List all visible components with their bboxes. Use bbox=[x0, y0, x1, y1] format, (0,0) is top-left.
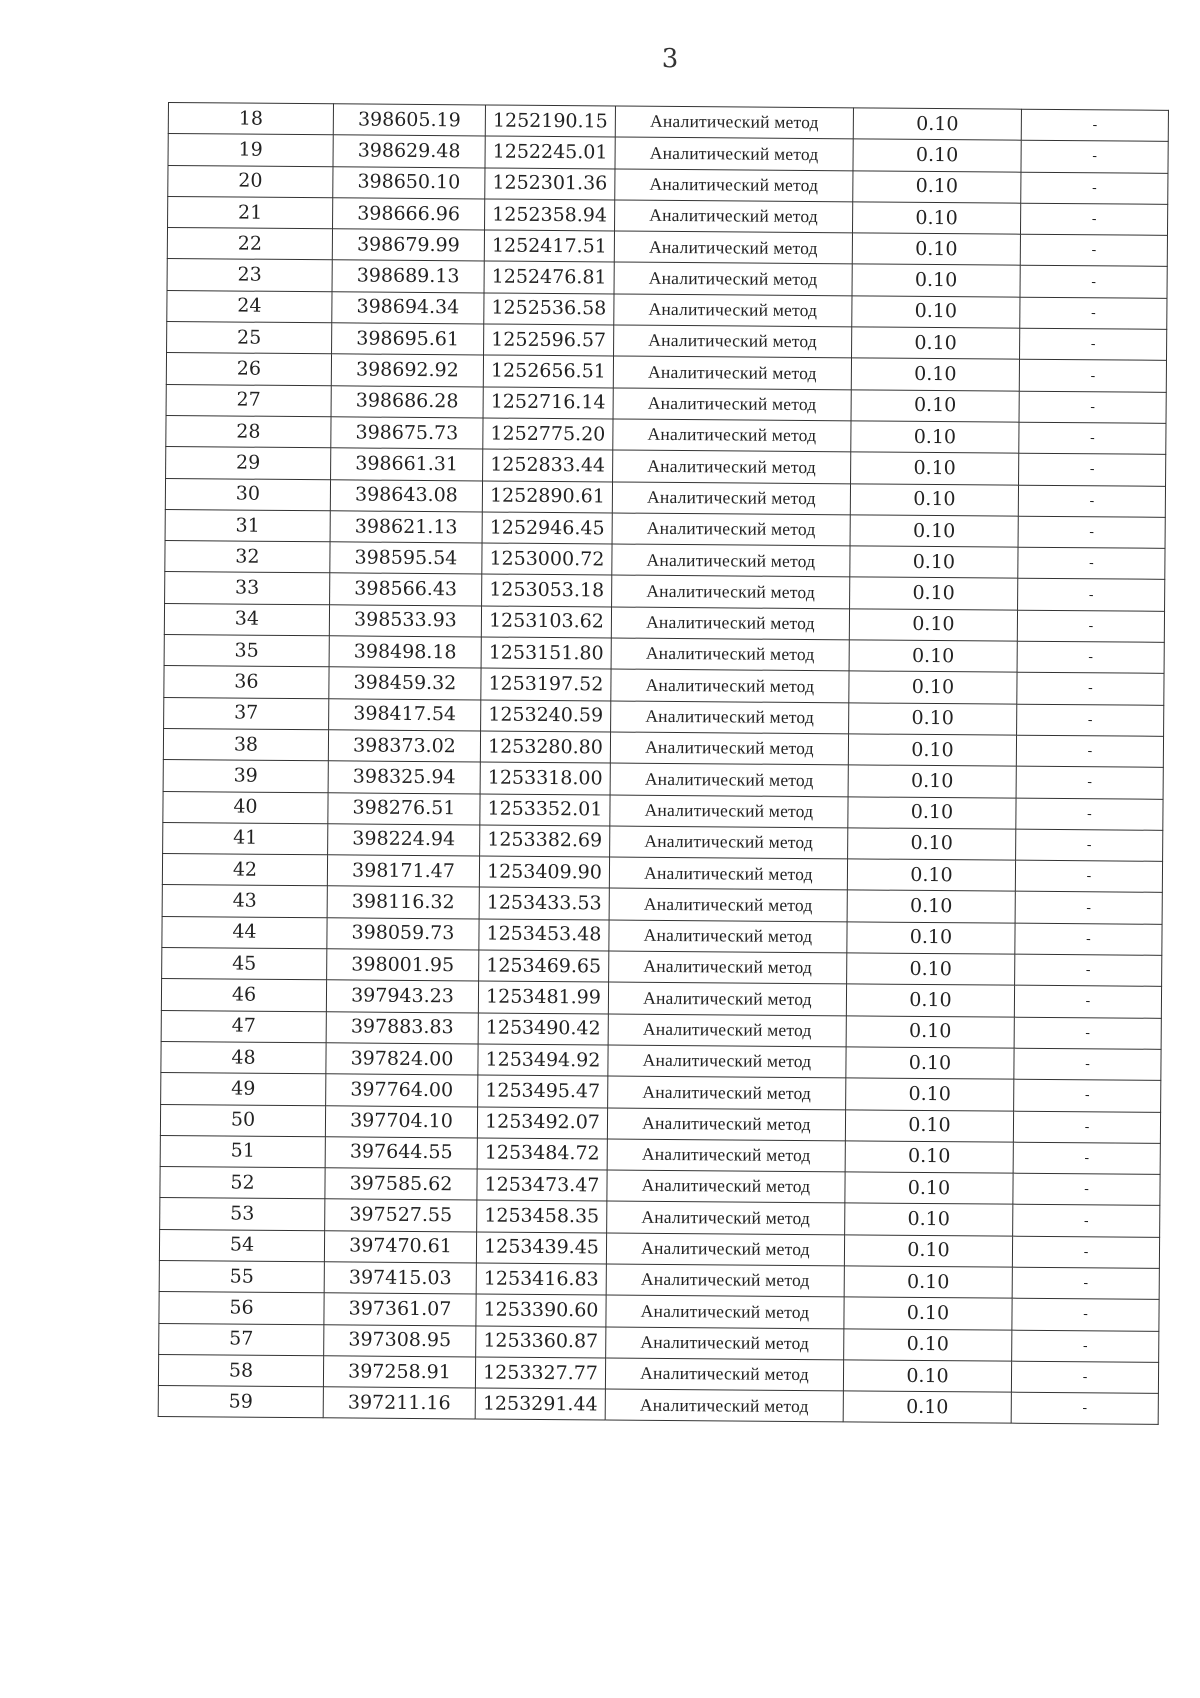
accuracy-cell: 0.10 bbox=[853, 139, 1021, 172]
y-coordinate-cell: 1252833.44 bbox=[483, 449, 613, 481]
y-coordinate-cell: 1253494.92 bbox=[478, 1044, 608, 1076]
y-coordinate-cell: 1252536.58 bbox=[484, 293, 614, 325]
accuracy-cell: 0.10 bbox=[844, 1235, 1012, 1268]
accuracy-cell: 0.10 bbox=[844, 1266, 1012, 1299]
note-cell: - bbox=[1017, 610, 1164, 642]
x-coordinate-cell: 398276.51 bbox=[328, 792, 480, 824]
point-number-cell: 54 bbox=[159, 1229, 324, 1262]
method-cell: Аналитический метод bbox=[607, 1201, 845, 1234]
x-coordinate-cell: 398694.34 bbox=[332, 292, 484, 324]
y-coordinate-cell: 1253469.65 bbox=[479, 950, 609, 982]
accuracy-cell: 0.10 bbox=[851, 390, 1019, 423]
point-number-cell: 36 bbox=[164, 666, 329, 699]
y-coordinate-cell: 1253484.72 bbox=[477, 1138, 607, 1170]
y-coordinate-cell: 1253490.42 bbox=[478, 1013, 608, 1045]
note-cell: - bbox=[1020, 266, 1167, 298]
accuracy-cell: 0.10 bbox=[849, 640, 1017, 673]
y-coordinate-cell: 1253280.80 bbox=[480, 731, 610, 763]
x-coordinate-cell: 397470.61 bbox=[324, 1230, 476, 1262]
x-coordinate-cell: 398459.32 bbox=[329, 667, 481, 699]
x-coordinate-cell: 398533.93 bbox=[329, 605, 481, 637]
method-cell: Аналитический метод bbox=[606, 1233, 844, 1266]
point-number-cell: 51 bbox=[160, 1135, 325, 1168]
y-coordinate-cell: 1253360.87 bbox=[476, 1326, 606, 1358]
x-coordinate-cell: 398325.94 bbox=[328, 761, 480, 793]
x-coordinate-cell: 398059.73 bbox=[327, 917, 479, 949]
method-cell: Аналитический метод bbox=[613, 388, 851, 421]
method-cell: Аналитический метод bbox=[609, 888, 847, 921]
x-coordinate-cell: 398224.94 bbox=[328, 824, 480, 856]
note-cell: - bbox=[1012, 1236, 1159, 1268]
x-coordinate-cell: 397943.23 bbox=[326, 980, 478, 1012]
point-number-cell: 23 bbox=[167, 259, 332, 292]
note-cell: - bbox=[1020, 234, 1167, 266]
point-number-cell: 30 bbox=[165, 478, 330, 511]
method-cell: Аналитический метод bbox=[611, 701, 849, 734]
accuracy-cell: 0.10 bbox=[844, 1297, 1012, 1330]
method-cell: Аналитический метод bbox=[614, 325, 852, 358]
y-coordinate-cell: 1253053.18 bbox=[482, 574, 612, 606]
note-cell: - bbox=[1012, 1267, 1159, 1299]
point-number-cell: 37 bbox=[164, 697, 329, 730]
point-number-cell: 53 bbox=[160, 1198, 325, 1231]
accuracy-cell: 0.10 bbox=[850, 546, 1018, 579]
accuracy-cell: 0.10 bbox=[847, 953, 1015, 986]
x-coordinate-cell: 398621.13 bbox=[330, 511, 482, 543]
method-cell: Аналитический метод bbox=[615, 106, 853, 139]
note-cell: - bbox=[1020, 297, 1167, 329]
accuracy-cell: 0.10 bbox=[843, 1391, 1011, 1424]
y-coordinate-cell: 1253492.07 bbox=[477, 1106, 607, 1138]
accuracy-cell: 0.10 bbox=[847, 859, 1015, 892]
method-cell: Аналитический метод bbox=[615, 137, 853, 170]
x-coordinate-cell: 398417.54 bbox=[329, 698, 481, 730]
y-coordinate-cell: 1252716.14 bbox=[483, 387, 613, 419]
y-coordinate-cell: 1253439.45 bbox=[476, 1232, 606, 1264]
accuracy-cell: 0.10 bbox=[853, 108, 1021, 141]
note-cell: - bbox=[1013, 1142, 1160, 1174]
accuracy-cell: 0.10 bbox=[844, 1328, 1012, 1361]
note-cell: - bbox=[1015, 954, 1162, 986]
y-coordinate-cell: 1252476.81 bbox=[484, 261, 614, 293]
y-coordinate-cell: 1253416.83 bbox=[476, 1263, 606, 1295]
note-cell: - bbox=[1013, 1173, 1160, 1205]
note-cell: - bbox=[1014, 1079, 1161, 1111]
method-cell: Аналитический метод bbox=[613, 450, 851, 483]
method-cell: Аналитический метод bbox=[607, 1107, 845, 1140]
point-number-cell: 27 bbox=[166, 384, 331, 417]
method-cell: Аналитический метод bbox=[610, 732, 848, 765]
x-coordinate-cell: 397211.16 bbox=[323, 1387, 475, 1419]
x-coordinate-cell: 398605.19 bbox=[333, 104, 485, 136]
note-cell: - bbox=[1014, 1048, 1161, 1080]
accuracy-cell: 0.10 bbox=[851, 358, 1019, 391]
accuracy-cell: 0.10 bbox=[848, 828, 1016, 861]
method-cell: Аналитический метод bbox=[614, 262, 852, 295]
x-coordinate-cell: 397644.55 bbox=[325, 1137, 477, 1169]
accuracy-cell: 0.10 bbox=[848, 796, 1016, 829]
method-cell: Аналитический метод bbox=[608, 1076, 846, 1109]
accuracy-cell: 0.10 bbox=[852, 202, 1020, 235]
accuracy-cell: 0.10 bbox=[852, 233, 1020, 266]
note-cell: - bbox=[1017, 641, 1164, 673]
y-coordinate-cell: 1253382.69 bbox=[480, 825, 610, 857]
method-cell: Аналитический метод bbox=[611, 607, 849, 640]
x-coordinate-cell: 397704.10 bbox=[325, 1105, 477, 1137]
point-number-cell: 29 bbox=[166, 447, 331, 480]
accuracy-cell: 0.10 bbox=[843, 1360, 1011, 1393]
x-coordinate-cell: 398679.99 bbox=[332, 229, 484, 261]
method-cell: Аналитический метод bbox=[614, 231, 852, 264]
x-coordinate-cell: 397824.00 bbox=[326, 1043, 478, 1075]
note-cell: - bbox=[1015, 923, 1162, 955]
method-cell: Аналитический метод bbox=[605, 1389, 843, 1422]
x-coordinate-cell: 397258.91 bbox=[323, 1356, 475, 1388]
y-coordinate-cell: 1252301.36 bbox=[485, 168, 615, 200]
accuracy-cell: 0.10 bbox=[852, 296, 1020, 329]
y-coordinate-cell: 1253197.52 bbox=[481, 668, 611, 700]
x-coordinate-cell: 398689.13 bbox=[332, 260, 484, 292]
accuracy-cell: 0.10 bbox=[851, 452, 1019, 485]
y-coordinate-cell: 1252190.15 bbox=[485, 105, 615, 137]
note-cell: - bbox=[1016, 829, 1163, 861]
y-coordinate-cell: 1253458.35 bbox=[477, 1200, 607, 1232]
point-number-cell: 24 bbox=[167, 290, 332, 323]
note-cell: - bbox=[1020, 203, 1167, 235]
coordinates-table bbox=[158, 102, 1169, 1425]
method-cell: Аналитический метод bbox=[606, 1295, 844, 1328]
y-coordinate-cell: 1253352.01 bbox=[480, 794, 610, 826]
method-cell: Аналитический метод bbox=[608, 982, 846, 1015]
note-cell: - bbox=[1017, 673, 1164, 705]
point-number-cell: 25 bbox=[167, 322, 332, 355]
method-cell: Аналитический метод bbox=[612, 482, 850, 515]
y-coordinate-cell: 1253318.00 bbox=[480, 762, 610, 794]
x-coordinate-cell: 397585.62 bbox=[325, 1168, 477, 1200]
accuracy-cell: 0.10 bbox=[846, 1078, 1014, 1111]
point-number-cell: 20 bbox=[168, 165, 333, 198]
point-number-cell: 55 bbox=[159, 1260, 324, 1293]
note-cell: - bbox=[1019, 360, 1166, 392]
point-number-cell: 33 bbox=[165, 572, 330, 605]
y-coordinate-cell: 1253473.47 bbox=[477, 1169, 607, 1201]
point-number-cell: 45 bbox=[162, 947, 327, 980]
note-cell: - bbox=[1018, 579, 1165, 611]
method-cell: Аналитический метод bbox=[612, 544, 850, 577]
accuracy-cell: 0.10 bbox=[846, 1047, 1014, 1080]
y-coordinate-cell: 1252417.51 bbox=[484, 230, 614, 262]
point-number-cell: 58 bbox=[158, 1354, 323, 1387]
method-cell: Аналитический метод bbox=[613, 356, 851, 389]
x-coordinate-cell: 398629.48 bbox=[333, 135, 485, 167]
x-coordinate-cell: 398666.96 bbox=[333, 198, 485, 230]
accuracy-cell: 0.10 bbox=[851, 421, 1019, 454]
note-cell: - bbox=[1013, 1111, 1160, 1143]
note-cell: - bbox=[1014, 985, 1161, 1017]
note-cell: - bbox=[1016, 766, 1163, 798]
y-coordinate-cell: 1252946.45 bbox=[482, 512, 612, 544]
accuracy-cell: 0.10 bbox=[850, 577, 1018, 610]
y-coordinate-cell: 1253291.44 bbox=[475, 1388, 605, 1420]
x-coordinate-cell: 398566.43 bbox=[330, 573, 482, 605]
x-coordinate-cell: 398498.18 bbox=[329, 636, 481, 668]
x-coordinate-cell: 397361.07 bbox=[324, 1293, 476, 1325]
y-coordinate-cell: 1252358.94 bbox=[485, 199, 615, 231]
method-cell: Аналитический метод bbox=[613, 419, 851, 452]
coordinates-table-container bbox=[158, 102, 1168, 1425]
y-coordinate-cell: 1253240.59 bbox=[481, 700, 611, 732]
point-number-cell: 39 bbox=[163, 760, 328, 793]
method-cell: Аналитический метод bbox=[608, 1014, 846, 1047]
note-cell: - bbox=[1021, 109, 1168, 141]
method-cell: Аналитический метод bbox=[608, 1045, 846, 1078]
method-cell: Аналитический метод bbox=[610, 826, 848, 859]
method-cell: Аналитический метод bbox=[607, 1139, 845, 1172]
note-cell: - bbox=[1015, 892, 1162, 924]
y-coordinate-cell: 1253409.90 bbox=[479, 856, 609, 888]
x-coordinate-cell: 398373.02 bbox=[328, 730, 480, 762]
note-cell: - bbox=[1018, 547, 1165, 579]
point-number-cell: 21 bbox=[168, 196, 333, 229]
method-cell: Аналитический метод bbox=[612, 575, 850, 608]
y-coordinate-cell: 1252596.57 bbox=[484, 324, 614, 356]
accuracy-cell: 0.10 bbox=[846, 1015, 1014, 1048]
note-cell: - bbox=[1014, 1017, 1161, 1049]
accuracy-cell: 0.10 bbox=[848, 765, 1016, 798]
note-cell: - bbox=[1019, 391, 1166, 423]
y-coordinate-cell: 1253495.47 bbox=[478, 1075, 608, 1107]
x-coordinate-cell: 398661.31 bbox=[331, 448, 483, 480]
x-coordinate-cell: 397883.83 bbox=[326, 1011, 478, 1043]
note-cell: - bbox=[1012, 1330, 1159, 1362]
note-cell: - bbox=[1017, 704, 1164, 736]
accuracy-cell: 0.10 bbox=[849, 671, 1017, 704]
note-cell: - bbox=[1019, 453, 1166, 485]
method-cell: Аналитический метод bbox=[611, 669, 849, 702]
accuracy-cell: 0.10 bbox=[850, 515, 1018, 548]
point-number-cell: 52 bbox=[160, 1167, 325, 1200]
x-coordinate-cell: 397415.03 bbox=[324, 1262, 476, 1294]
point-number-cell: 40 bbox=[163, 791, 328, 824]
note-cell: - bbox=[1013, 1205, 1160, 1237]
accuracy-cell: 0.10 bbox=[845, 1203, 1013, 1236]
method-cell: Аналитический метод bbox=[605, 1358, 843, 1391]
point-number-cell: 31 bbox=[165, 509, 330, 542]
x-coordinate-cell: 398686.28 bbox=[331, 385, 483, 417]
accuracy-cell: 0.10 bbox=[852, 327, 1020, 360]
x-coordinate-cell: 398116.32 bbox=[327, 886, 479, 918]
point-number-cell: 44 bbox=[162, 916, 327, 949]
note-cell: - bbox=[1011, 1392, 1158, 1424]
y-coordinate-cell: 1252775.20 bbox=[483, 418, 613, 450]
note-cell: - bbox=[1021, 140, 1168, 172]
note-cell: - bbox=[1019, 422, 1166, 454]
y-coordinate-cell: 1253151.80 bbox=[481, 637, 611, 669]
accuracy-cell: 0.10 bbox=[847, 922, 1015, 955]
y-coordinate-cell: 1252245.01 bbox=[485, 136, 615, 168]
accuracy-cell: 0.10 bbox=[852, 264, 1020, 297]
accuracy-cell: 0.10 bbox=[850, 483, 1018, 516]
y-coordinate-cell: 1252890.61 bbox=[482, 481, 612, 513]
note-cell: - bbox=[1012, 1298, 1159, 1330]
method-cell: Аналитический метод bbox=[607, 1170, 845, 1203]
method-cell: Аналитический метод bbox=[611, 638, 849, 671]
point-number-cell: 47 bbox=[161, 1010, 326, 1043]
point-number-cell: 22 bbox=[167, 228, 332, 261]
method-cell: Аналитический метод bbox=[614, 200, 852, 233]
point-number-cell: 43 bbox=[162, 885, 327, 918]
accuracy-cell: 0.10 bbox=[849, 703, 1017, 736]
note-cell: - bbox=[1018, 485, 1165, 517]
note-cell: - bbox=[1015, 860, 1162, 892]
method-cell: Аналитический метод bbox=[610, 795, 848, 828]
accuracy-cell: 0.10 bbox=[853, 170, 1021, 203]
x-coordinate-cell: 397308.95 bbox=[324, 1324, 476, 1356]
accuracy-cell: 0.10 bbox=[847, 890, 1015, 923]
point-number-cell: 49 bbox=[161, 1073, 326, 1106]
accuracy-cell: 0.10 bbox=[845, 1172, 1013, 1205]
page-number: 3 bbox=[661, 44, 679, 74]
note-cell: - bbox=[1011, 1361, 1158, 1393]
point-number-cell: 41 bbox=[163, 822, 328, 855]
note-cell: - bbox=[1021, 172, 1168, 204]
method-cell: Аналитический метод bbox=[615, 169, 853, 202]
x-coordinate-cell: 397527.55 bbox=[325, 1199, 477, 1231]
x-coordinate-cell: 398695.61 bbox=[332, 323, 484, 355]
x-coordinate-cell: 398001.95 bbox=[327, 949, 479, 981]
method-cell: Аналитический метод bbox=[609, 920, 847, 953]
y-coordinate-cell: 1253327.77 bbox=[475, 1357, 605, 1389]
accuracy-cell: 0.10 bbox=[845, 1141, 1013, 1174]
table-row bbox=[158, 1386, 1158, 1425]
note-cell: - bbox=[1018, 516, 1165, 548]
point-number-cell: 19 bbox=[168, 134, 333, 167]
note-cell: - bbox=[1016, 798, 1163, 830]
method-cell: Аналитический метод bbox=[614, 294, 852, 327]
point-number-cell: 50 bbox=[160, 1104, 325, 1137]
point-number-cell: 32 bbox=[165, 541, 330, 574]
y-coordinate-cell: 1253481.99 bbox=[478, 981, 608, 1013]
x-coordinate-cell: 398595.54 bbox=[330, 542, 482, 574]
x-coordinate-cell: 398171.47 bbox=[327, 855, 479, 887]
y-coordinate-cell: 1253453.48 bbox=[479, 919, 609, 951]
point-number-cell: 56 bbox=[159, 1292, 324, 1325]
accuracy-cell: 0.10 bbox=[848, 734, 1016, 767]
y-coordinate-cell: 1253433.53 bbox=[479, 887, 609, 919]
method-cell: Аналитический метод bbox=[606, 1264, 844, 1297]
point-number-cell: 35 bbox=[164, 635, 329, 668]
point-number-cell: 59 bbox=[158, 1386, 323, 1419]
y-coordinate-cell: 1253390.60 bbox=[476, 1294, 606, 1326]
y-coordinate-cell: 1253000.72 bbox=[482, 543, 612, 575]
point-number-cell: 18 bbox=[168, 103, 333, 136]
point-number-cell: 38 bbox=[163, 728, 328, 761]
point-number-cell: 26 bbox=[166, 353, 331, 386]
point-number-cell: 48 bbox=[161, 1041, 326, 1074]
method-cell: Аналитический метод bbox=[610, 763, 848, 796]
point-number-cell: 46 bbox=[161, 979, 326, 1012]
x-coordinate-cell: 397764.00 bbox=[326, 1074, 478, 1106]
point-number-cell: 34 bbox=[164, 603, 329, 636]
accuracy-cell: 0.10 bbox=[845, 1109, 1013, 1142]
x-coordinate-cell: 398643.08 bbox=[330, 479, 482, 511]
method-cell: Аналитический метод bbox=[609, 951, 847, 984]
x-coordinate-cell: 398650.10 bbox=[333, 166, 485, 198]
method-cell: Аналитический метод bbox=[612, 513, 850, 546]
point-number-cell: 57 bbox=[159, 1323, 324, 1356]
accuracy-cell: 0.10 bbox=[849, 609, 1017, 642]
point-number-cell: 42 bbox=[162, 854, 327, 887]
method-cell: Аналитический метод bbox=[606, 1327, 844, 1360]
accuracy-cell: 0.10 bbox=[846, 984, 1014, 1017]
x-coordinate-cell: 398692.92 bbox=[331, 354, 483, 386]
point-number-cell: 28 bbox=[166, 415, 331, 448]
note-cell: - bbox=[1016, 735, 1163, 767]
y-coordinate-cell: 1252656.51 bbox=[483, 355, 613, 387]
y-coordinate-cell: 1253103.62 bbox=[481, 606, 611, 638]
method-cell: Аналитический метод bbox=[609, 857, 847, 890]
x-coordinate-cell: 398675.73 bbox=[331, 417, 483, 449]
coordinates-table-body bbox=[158, 103, 1168, 1425]
note-cell: - bbox=[1020, 328, 1167, 360]
